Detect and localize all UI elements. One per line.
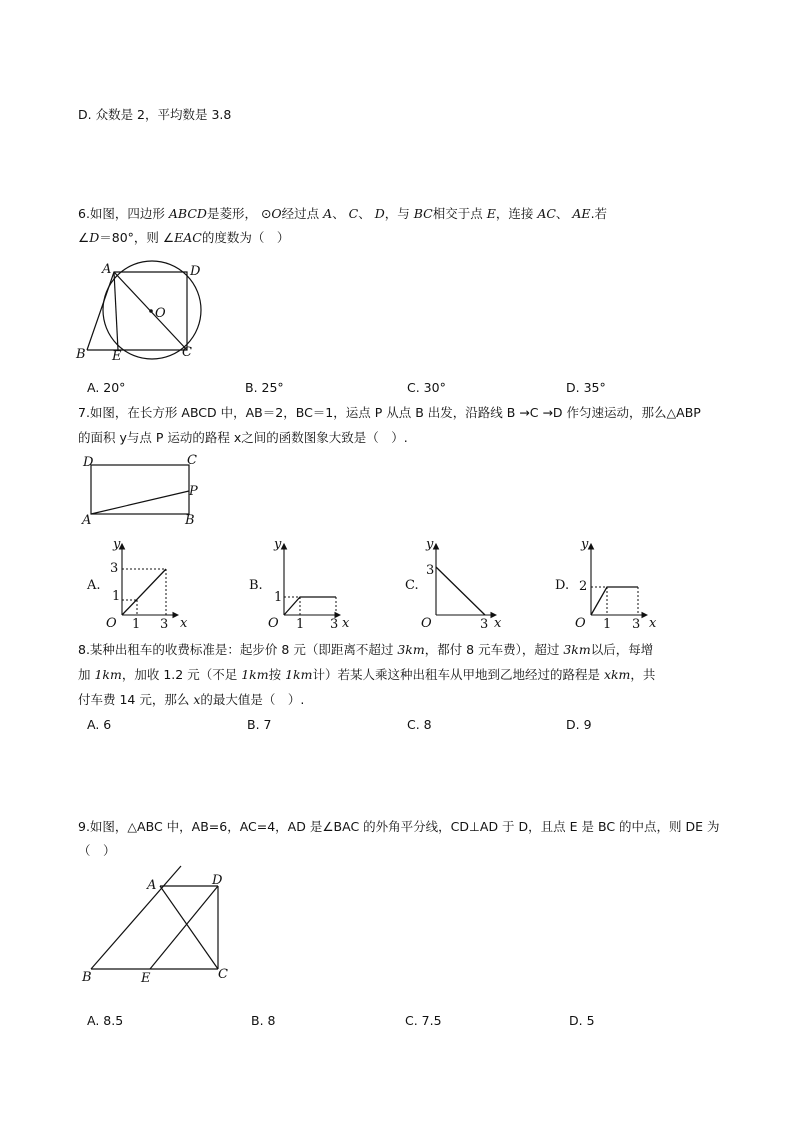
q8-option-d[interactable]: D. 9 bbox=[566, 717, 592, 732]
q7-graph-a-tick-x1: 1 bbox=[132, 617, 141, 632]
q7-graph-b-origin: O bbox=[268, 616, 279, 631]
q7-graph-a-x: x bbox=[180, 616, 188, 631]
q8-stem-line3: 付车费 14 元，那么 x的最大值是（ ）. bbox=[78, 692, 305, 707]
q7-graph-c-x: x bbox=[494, 616, 502, 631]
q9-label-c: C bbox=[218, 967, 228, 982]
q7-label-p: P bbox=[189, 484, 198, 499]
q7-graph-d-tick-y2: 2 bbox=[579, 579, 588, 594]
q7-graph-b-tick-y1: 1 bbox=[274, 590, 283, 605]
q7-graph-a-tick-y3: 3 bbox=[110, 561, 119, 576]
q7-stem-line2: 的面积 y与点 P 运动的路程 x之间的函数图象大致是（ ）. bbox=[78, 430, 408, 445]
q6-label-b: B bbox=[76, 347, 86, 362]
q9-segment-ed bbox=[150, 886, 218, 969]
q7-label-a: A bbox=[82, 513, 92, 528]
q6-option-b[interactable]: B. 25° bbox=[245, 380, 284, 395]
q9-label-e: E bbox=[141, 971, 151, 986]
q9-stem-line1: 9.如图，△ABC 中，AB=6，AC=4，AD 是∠BAC 的外角平分线，CD⊥AD 于 D，且点 E 是 BC 的中点，则 DE 为 bbox=[78, 819, 720, 834]
q7-graph-b-letter: B. bbox=[249, 578, 263, 593]
q6-label-d: D bbox=[190, 264, 201, 279]
q9-segment-ac bbox=[160, 886, 218, 969]
q6-option-c[interactable]: C. 30° bbox=[407, 380, 446, 395]
q9-label-a: A bbox=[147, 878, 157, 893]
q7-graph-b-tick-x3: 3 bbox=[330, 617, 339, 632]
q7-graph-c-tick-y3: 3 bbox=[426, 563, 435, 578]
q9-option-b[interactable]: B. 8 bbox=[251, 1013, 276, 1028]
q7-graph-c-y: y bbox=[426, 537, 434, 552]
q7-graph-b-x: x bbox=[342, 616, 350, 631]
q9-label-b: B bbox=[82, 970, 92, 985]
q5-option-d: D. 众数是 2，平均数是 3.8 bbox=[78, 107, 232, 122]
q7-graph-a-tick-x3: 3 bbox=[160, 617, 169, 632]
q8-option-b[interactable]: B. 7 bbox=[247, 717, 272, 732]
q7-graph-b-y: y bbox=[274, 537, 282, 552]
q7-graph-d-tick-x1: 1 bbox=[603, 617, 612, 632]
q7-label-c: C bbox=[187, 453, 197, 468]
q9-option-d[interactable]: D. 5 bbox=[569, 1013, 595, 1028]
q7-graph-c-origin: O bbox=[421, 616, 432, 631]
q7-graph-a-y: y bbox=[113, 537, 121, 552]
q6-label-c: C bbox=[182, 345, 192, 360]
q9-option-c[interactable]: C. 7.5 bbox=[405, 1013, 442, 1028]
q7-graph-a-letter: A. bbox=[87, 578, 101, 593]
q8-stem-line2: 加 1km，加收 1.2 元（不足 1km按 1km计）若某人乘这种出租车从甲地到乙地经过的路程是 xkm，共 bbox=[78, 667, 656, 682]
q7-graph-d-letter: D. bbox=[555, 578, 570, 593]
q6-label-o: O bbox=[155, 306, 166, 321]
q7-graph-a-origin: O bbox=[106, 616, 117, 631]
q7-graph-c-letter: C. bbox=[405, 578, 419, 593]
q7-stem-line1: 7.如图，在长方形 ABCD 中，AB＝2，BC＝1，运点 P 从点 B 出发，沿路线 B →C →D 作匀速运动，那么△ABP bbox=[78, 405, 701, 420]
q8-option-a[interactable]: A. 6 bbox=[87, 717, 112, 732]
q6-label-e: E bbox=[112, 349, 122, 364]
q6-stem-line2: ∠D＝80°，则 ∠EAC的度数为（ ） bbox=[78, 230, 290, 245]
q6-stem-line1: 6.如图，四边形 ABCD是菱形， ⊙O经过点 A、 C、 D，与 BC相交于点 E，连接 AC、 AE.若 bbox=[78, 206, 608, 221]
q7-graph-c-tick-x3: 3 bbox=[480, 617, 489, 632]
q7-graph-b-tick-x1: 1 bbox=[296, 617, 305, 632]
q8-option-c[interactable]: C. 8 bbox=[407, 717, 432, 732]
q6-label-a: A bbox=[102, 262, 112, 277]
q7-label-b: B bbox=[185, 513, 195, 528]
q7-graph-d-origin: O bbox=[575, 616, 586, 631]
q8-stem-line1: 8.某种出租车的收费标准是：起步价 8 元（即距离不超过 3km，都付 8 元车费），超过 3km以后，每增 bbox=[78, 642, 654, 657]
q6-option-d[interactable]: D. 35° bbox=[566, 380, 606, 395]
q7-graph-a-tick-y1: 1 bbox=[112, 589, 121, 604]
q6-option-a[interactable]: A. 20° bbox=[87, 380, 126, 395]
q7-graph-d-x: x bbox=[649, 616, 657, 631]
q9-label-d: D bbox=[212, 873, 223, 888]
q9-option-a[interactable]: A. 8.5 bbox=[87, 1013, 124, 1028]
q9-stem-line2: （ ） bbox=[78, 843, 116, 858]
q7-graph-d-y: y bbox=[581, 537, 589, 552]
q7-graph-d-tick-x3: 3 bbox=[632, 617, 641, 632]
q7-label-d: D bbox=[83, 455, 94, 470]
q9-segment-ba-extended bbox=[91, 866, 181, 969]
